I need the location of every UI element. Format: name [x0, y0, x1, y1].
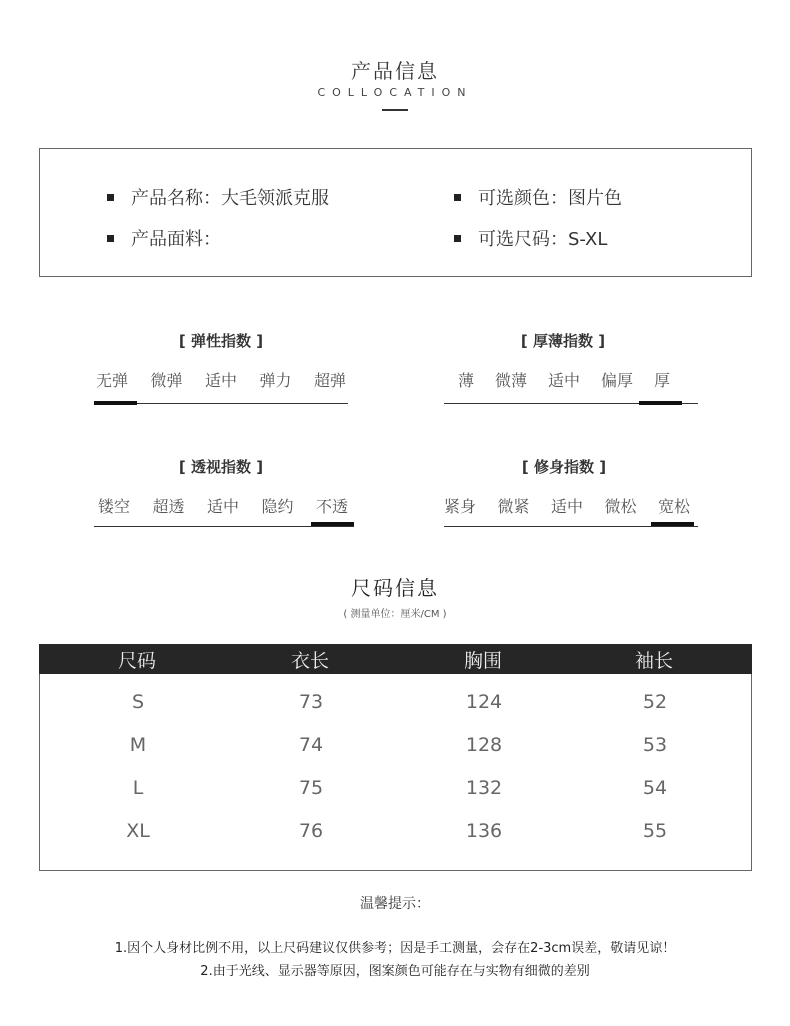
fit-option: 微松: [604, 497, 637, 516]
elastic-option: 弹力: [259, 371, 292, 390]
fit-selected-marker: [651, 522, 694, 526]
size-table: [39, 644, 752, 871]
fit-option: 微紧: [497, 497, 530, 516]
info-size: [454, 225, 607, 251]
transparency-index: [94, 456, 354, 517]
thickness-index: [444, 330, 698, 391]
cell-length: 76: [298, 820, 324, 842]
fit-scale-line: [444, 526, 698, 527]
title-divider: [382, 109, 408, 111]
transparency-options: [94, 494, 354, 517]
fit-option: 适中: [550, 497, 583, 516]
header-sleeve: 袖长: [634, 650, 673, 672]
transparency-option: 超透: [152, 497, 185, 516]
thickness-index-title: [ 厚薄指数 ]: [520, 332, 606, 350]
elastic-index: [94, 330, 348, 391]
elastic-option: 适中: [204, 371, 237, 390]
cell-size: L: [132, 777, 144, 799]
transparency-index-title: [ 透视指数 ]: [178, 458, 264, 476]
thickness-option: 适中: [547, 371, 580, 390]
cell-length: 75: [298, 777, 324, 799]
bullet-icon: [454, 235, 461, 242]
fit-option: 宽松: [657, 497, 690, 516]
cell-sleeve: 52: [642, 691, 668, 713]
info-color: [454, 184, 622, 210]
cell-sleeve: 54: [642, 777, 668, 799]
transparency-option: 镂空: [98, 497, 131, 516]
tips-title: 温馨提示：: [360, 896, 430, 912]
cell-size: XL: [126, 820, 150, 842]
elastic-option: 微弹: [150, 371, 183, 390]
transparency-option: 适中: [206, 497, 239, 516]
page-subtitle: COLLOCATION: [317, 86, 473, 99]
cell-chest: 128: [465, 734, 503, 756]
tip-line-1: 1.因个人身材比例不用，以上尺码建议仅供参考；因是手工测量，会存在2-3cm误差，敬请见谅！: [114, 941, 676, 956]
elastic-option: 超弹: [313, 371, 346, 390]
cell-length: 74: [298, 734, 324, 756]
thickness-option: 厚: [653, 371, 670, 390]
info-name: [107, 184, 329, 210]
bullet-icon: [107, 235, 114, 242]
cell-size: S: [131, 691, 145, 713]
info-color-text: 可选颜色：图片色: [478, 188, 622, 209]
table-header: [39, 644, 752, 674]
info-fabric: [107, 225, 221, 251]
bullet-icon: [107, 194, 114, 201]
cell-sleeve: 55: [642, 820, 668, 842]
page-title: 产品信息: [351, 59, 439, 83]
fit-index-title: [ 修身指数 ]: [521, 458, 607, 476]
transparency-option: 隐约: [261, 497, 294, 516]
cell-chest: 124: [465, 691, 503, 713]
transparency-selected-marker: [311, 522, 354, 526]
cell-size: M: [129, 734, 147, 756]
header-chest: 胸围: [463, 650, 502, 672]
info-fabric-text: 产品面料：: [131, 229, 221, 250]
transparency-option: 不透: [315, 497, 348, 516]
info-name-text: 产品名称：大毛领派克服: [131, 188, 329, 209]
size-section-title: 尺码信息: [351, 576, 439, 600]
cell-length: 73: [298, 691, 324, 713]
elastic-index-title: [ 弹性指数 ]: [178, 332, 264, 350]
thickness-options: [444, 368, 698, 391]
thickness-selected-marker: [639, 401, 682, 405]
product-info-box: [39, 148, 752, 277]
elastic-option: 无弹: [96, 371, 129, 390]
fit-index: [444, 456, 698, 517]
thickness-option: 偏厚: [600, 371, 633, 390]
bullet-icon: [454, 194, 461, 201]
tip-line-2: 2.由于光线、显示器等原因，图案颜色可能存在与实物有细微的差别: [200, 964, 590, 979]
cell-chest: 136: [465, 820, 503, 842]
header-length: 衣长: [290, 650, 329, 672]
cell-sleeve: 53: [642, 734, 668, 756]
cell-chest: 132: [465, 777, 503, 799]
size-unit-note: ( 测量单位：厘米/CM ): [343, 609, 447, 620]
elastic-selected-marker: [94, 401, 137, 405]
header-size: 尺码: [117, 650, 156, 672]
fit-option: 紧身: [444, 497, 477, 516]
thickness-option: 薄: [458, 371, 475, 390]
fit-options: [444, 494, 698, 517]
transparency-scale-line: [94, 526, 354, 527]
elastic-options: [94, 368, 348, 391]
thickness-option: 微薄: [494, 371, 527, 390]
info-size-text: 可选尺码：S-XL: [478, 229, 608, 250]
